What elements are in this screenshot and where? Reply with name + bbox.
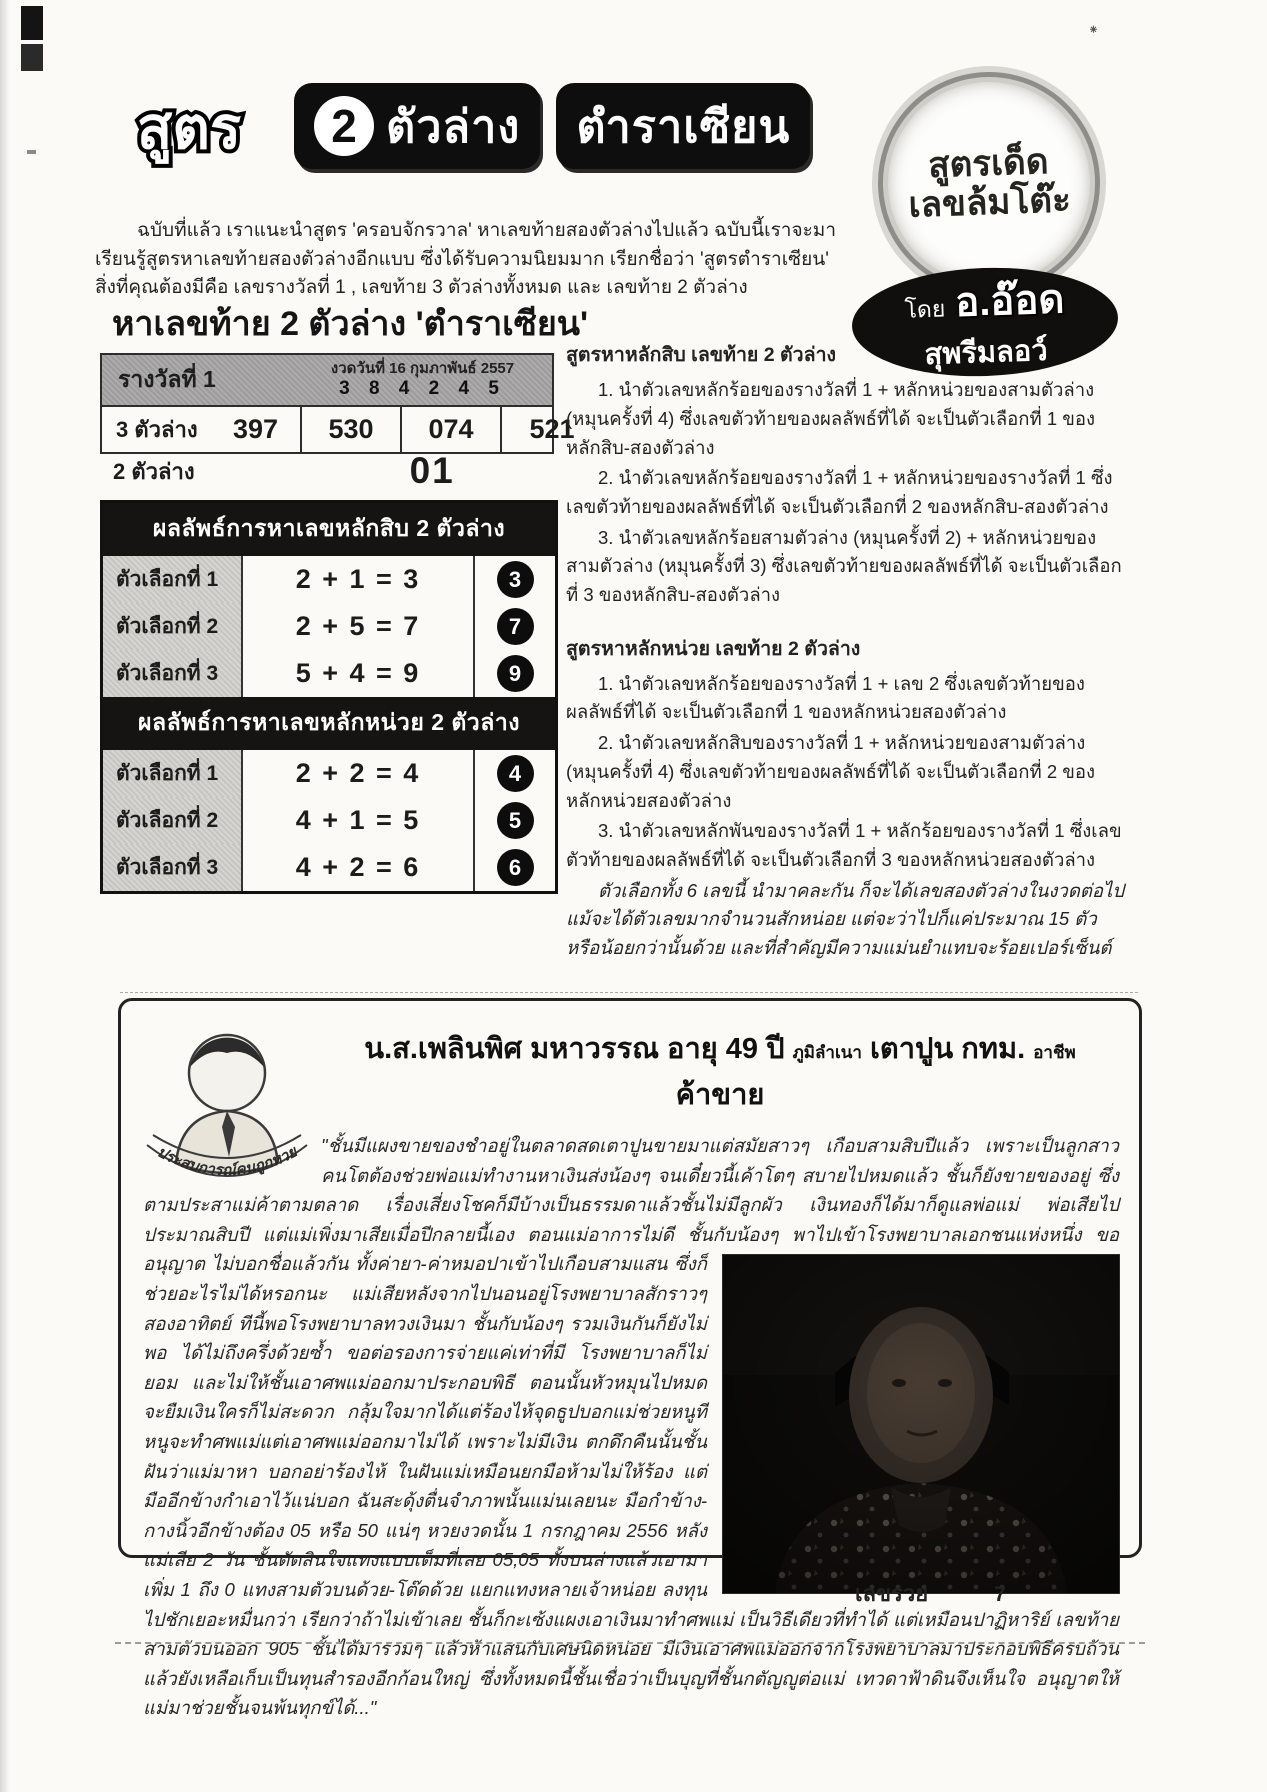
prize-table-header (102, 355, 552, 407)
three-digit-value: 530 (302, 407, 402, 452)
option-label: ตัวเลือกที่ 2 (103, 603, 243, 650)
title-word-tua-lang: ตัวล่าง (386, 101, 521, 152)
option-label: ตัวเลือกที่ 3 (103, 650, 243, 697)
testimonial-header (293, 1025, 1119, 1117)
units-formula-step: 1. นำตัวเลขหลักร้อยของรางวัลที่ 1 + เลข 2 ซึ่งเลขตัวท้ายของผลลัพธ์ที่ได้ จะเป็นตัวเลือกที่ 1 ของหลักหน่วยสองตัวล่าง (566, 672, 1085, 723)
three-digit-value: 074 (402, 407, 502, 452)
title-word-sut: สูตร (136, 96, 242, 161)
person-icon (143, 1017, 311, 1189)
option-label: ตัวเลือกที่ 1 (103, 556, 243, 603)
author-name-2: สุพรีมลอว์ (924, 334, 1049, 372)
tens-formula-step: 2. นำตัวเลขหลักร้อยของรางวัลที่ 1 + หลักหน่วยของรางวัลที่ 1 ซึ่งเลขตัวท้ายของผลลัพธ์ที่ได้ จะเป็นตัวเลือกที่ 2 ของหลักสิบ-สองตัวล่าง (566, 467, 1113, 517)
tens-formula-step: 3. นำตัวเลขหลักร้อยสามตัวล่าง (หมุนครั้งที่ 2) + หลักหน่วยของสามตัวล่าง (หมุนครั้งที่ 3) ซึ่งเลขตัวท้ายของผลลัพธ์ที่ได้ จะเป็นตัวเลือกที่ 3 ของหลักสิบ-สองตัวล่าง (566, 526, 1122, 605)
option-equation: 5 + 4 = 9 (243, 650, 475, 697)
author-name: อ.อ๊อด (954, 277, 1065, 326)
print-registration-mark (21, 6, 43, 40)
winner-experience-badge (143, 1017, 311, 1185)
option-equation: 2 + 2 = 4 (243, 750, 475, 797)
units-result-header: ผลลัพธ์การหาเลขหลักหน่วย 2 ตัวล่าง (103, 697, 555, 750)
option-label: ตัวเลือกที่ 1 (103, 750, 243, 797)
round-stamp (874, 68, 1104, 298)
scan-dashed-line (120, 992, 1138, 993)
hometown-label: ภูมิลำเนา (792, 1043, 862, 1062)
option-equation: 2 + 5 = 7 (243, 603, 475, 650)
tens-formula-heading: สูตรหาหลักสิบ เลขท้าย 2 ตัวล่าง (566, 344, 837, 366)
page-number: 7 (994, 1583, 1006, 1606)
result-digit-badge: 6 (497, 849, 534, 886)
units-result-row (103, 797, 555, 844)
tens-result-row (103, 556, 555, 603)
magazine-name: เลขรวย (855, 1581, 929, 1606)
hometown-value: เตาปูน กทม. (869, 1033, 1026, 1065)
three-digit-value: 521 (529, 414, 575, 444)
two-digit-row (113, 450, 543, 492)
option-label: ตัวเลือกที่ 2 (103, 797, 243, 844)
results-box (100, 500, 558, 894)
print-smudge (27, 150, 36, 154)
title-pill-two-lower (294, 83, 540, 169)
author-by-prefix: โดย (904, 295, 946, 323)
section-heading: หาเลขท้าย 2 ตัวล่าง 'ตำราเซียน' (112, 305, 589, 343)
units-formula-heading: สูตรหาหลักหน่วย เลขท้าย 2 ตัวล่าง (566, 637, 861, 660)
winner-photo-art (723, 1255, 1119, 1593)
badge-arc-text: ประสบการณ์คนถูกหวย (154, 1143, 300, 1180)
scan-dashed-line (115, 1642, 1145, 1644)
tens-formula-step: 1. นำตัวเลขหลักร้อยของรางวัลที่ 1 + หลักหน่วยของสามตัวล่าง (หมุนครั้งที่ 4) ซึ่งเลขตัวท้ายของผลลัพธ์ที่ได้ จะเป็นตัวเลือกที่ 1 ของหลักสิบ-สองตัวล่าง (566, 379, 1096, 458)
option-equation: 4 + 1 = 5 (243, 797, 475, 844)
result-digit-badge: 7 (497, 608, 534, 645)
draw-info (293, 360, 552, 399)
formula-column (566, 340, 1126, 981)
tens-result-header: ผลลัพธ์การหาเลขหลักสิบ 2 ตัวล่าง (103, 503, 555, 556)
units-result-row (103, 750, 555, 797)
three-digit-label: 3 ตัวล่าง (116, 417, 198, 442)
quote-part-1: "ชั้นมีแผงขายของชำอยู่ในตลาดสดเตาปูนขายมาแต่สมัยสาวๆ เกือบสามสิบปีแล้ว เพราะเป็นลูกสาวคนโตต้องช่วยพ่อแม่ทำงานหาเงินส่งน้องๆ จนเดี๋ยวนี้เค้าโตๆ สบายไปหมดแล้ว ชั้นก็ยังขายของอยู่ ซึ่งตามประสาแม่ค้าตามตลาด เรื่องเสี่ยงโชคก็มีบ้างเป็นธรรมดาแล้วชั้นไม่มีลูกผัว เงินทองก็ได้มาก็ดูแลพ่อแม่ พ่อเสียไปประมาณสิบปี แต่แม่เพิ่งมาเสียเมื่อปีกลายนี้เอง ตอนแม่อาการไม่ดี ชั้นกับน้องๆ พาไปเข้าโรงพยาบาลเอกชนแห่งหนึ่ง ขออนุญาต (143, 1135, 1119, 1275)
first-prize-label: รางวัลที่ 1 (118, 366, 216, 392)
title-pill-tamra-sian (556, 83, 810, 169)
option-equation: 2 + 1 = 3 (243, 556, 475, 603)
tens-result-row (103, 650, 555, 697)
prize-table (100, 353, 575, 454)
intro-paragraph: ฉบับที่แล้ว เราแนะนำสูตร 'ครอบจักรวาล' หาเลขท้ายสองตัวล่างไปแล้ว ฉบับนี้เราจะมาเรียนรู้สูตรหาเลขท้ายสองตัวล่างอีกแบบ ซึ่งได้รับความนิยมมาก เรียกชื่อว่า 'สูตรตำราเซียน' สิ่งที่คุณต้องมีคือ เลขรางวัลที่ 1 , เลขท้าย 3 ตัวล่างทั้งหมด และ เลขท้าย 2 ตัวล่าง (95, 220, 836, 298)
winner-photo (723, 1255, 1119, 1593)
units-formula-step: 2. นำตัวเลขหลักสิบของรางวัลที่ 1 + หลักหน่วยของสามตัวล่าง (หมุนครั้งที่ 4) ซึ่งเลขตัวท้ายของผลลัพธ์ที่ได้ จะเป็นตัวเลือกที่ 2 ของหลักหน่วยสองตัวล่าง (566, 732, 1096, 811)
occupation-value: ค้าขาย (675, 1079, 765, 1111)
title-word-tamra-sian: ตำราเซียน (576, 101, 791, 152)
draw-date: งวดวันที่ 16 กุมภาพันธ์ 2557 (330, 360, 515, 378)
tens-result-row (103, 603, 555, 650)
result-digit-badge: 5 (497, 802, 534, 839)
title-banner (100, 78, 810, 174)
occupation-label: อาชีพ (1033, 1043, 1076, 1062)
formula-closing-note: ตัวเลือกทั้ง 6 เลขนี้ นำมาคละกัน ก็จะได้เลขสองตัวล่างในงวดต่อไป แม้จะได้ตัวเลขมากจำนวนสักหน่อย แต่จะว่าไปก็แค่ประมาณ 15 ตัว หรือน้อยกว่านั้นด้วย และที่สำคัญมีความแม่นยำแทบจะร้อยเปอร์เซ็นต์ (566, 879, 1125, 958)
print-registration-mark (21, 44, 43, 71)
option-equation: 4 + 2 = 6 (243, 844, 475, 891)
option-label: ตัวเลือกที่ 3 (103, 844, 243, 891)
first-prize-number: 3 8 4 2 4 5 (339, 377, 506, 399)
stamp-line-2: เลขล้มโต๊ะ (907, 180, 1072, 225)
outlined-title-word (100, 78, 278, 174)
three-digit-row (102, 407, 575, 452)
three-digit-first-cell (102, 407, 302, 452)
three-digit-value: 397 (232, 414, 278, 444)
result-digit-badge: 3 (497, 561, 534, 598)
result-digit-badge: 9 (497, 655, 534, 692)
testimonial-quote (143, 1131, 1119, 1723)
units-formula-step: 3. นำตัวเลขหลักพันของรางวัลที่ 1 + หลักร้อยของรางวัลที่ 1 ซึ่งเลขตัวท้ายของผลลัพธ์ที่ได้ จะเป็นตัวเลือกที่ 3 ของหลักหน่วยสองตัวล่าง (566, 820, 1122, 870)
two-digit-value: 01 (409, 450, 455, 491)
corner-ink-mark: ⁕ (1088, 22, 1101, 37)
quote-part-2: ไม่บอกชื่อแล้วกัน ทั้งค่ายา-ค่าหมอปาเข้าไปเกือบสามแสน ซึ่งก็ช่วยอะไรไม่ได้หรอกนะ แม่เสียหลังจากไปนอนอยู่โรงพยาบาลสักราวๆ สองอาทิตย์ ทีนี้พอโรงพยาบาลทวงเงินมา ชั้นกับน้องๆ รวมเงินกันก็ยังไม่พอ ได้ไม่ถึงครึ่งด้วยซ้ำ ขอต่อรองการจ่ายแค่เท่าที่มี โรงพยาบาลก็ไม่ยอม และไม่ให้ชั้นเอาศพแม่ออกมาประกอบพิธี ตอนนั้นหัวหมุนไปหมด จะยืมเงินใครก็ไม่สะดวก กลุ้มใจมากได้แต่ร้องไห้จุดธูปบอกแม่ช่วยหนูที หนูจะทำศพแม่แต่เอาศพแม่ออกมาไม่ได้ เพราะไม่มีเงิน ตกดึกคืนนั้นชั้นฝันว่าแม่มาหา บอกอย่าร้องไห้ ในฝันแม่เหมือนยกมือห้ามไม่ให้ร้อง แต่มืออีกข้างกำเอาไว้แน่บอก ฉันสะดุ้งตื่นจำภาพนั้นแม่นเลยนะ มือกำข้าง-กางนิ้วอีกข้างต้อง 05 หรือ 50 แน่ๆ หวยงวดนั้น 1 กรกฎาคม 2556 หลังแม่เสีย 2 วัน ชั้นตัดสินใจแทงแบบเต็มที่เลย 05,05 ทั้งบนล่างแล้วเอามาเพิ่ม 1 ถึง 0 แทงสามตัวบนด้วย-โต๊ดด้วย แยกแทงหลายเจ้าหน่อย ลงทุนไปชักเยอะหมื่นกว่า เรียกว่าถ้าไม่เข้าเลย ชั้นก็กะเซ้งแผงเอาเงินมาทำศพแม่ เป็นวิธีเดียวที่ทำได้ แต่เหมือนปาฏิหาริย์ เลขท้ายสามตัวบนออก 905 ชั้นได้มารวมๆ แล้วห้าแสนกับเศษนิดหน่อย มีเงินเอาศพแม่ออกจากโรงพยาบาลมาประกอบพิธีครบถ้วน แล้วยังเหลือเก็บเป็นทุนสำรองอีกก้อนใหญ่ ซึ่งทั้งหมดนี้ชั้นเชื่อว่าเป็นบุญที่ชั้นกตัญญูต่อแม่ เทวดาฟ้าดินจึงเห็นใจ อนุญาตให้แม่มาช่วยชั้นจนพ้นทุกข์ได้..." (143, 1253, 1119, 1719)
winner-name-age: น.ส.เพลินพิศ มหาวรรณ อายุ 49 ปี (364, 1033, 785, 1065)
title-number-circle: 2 (314, 96, 374, 156)
stamp-line-1: สูตรเด็ด (927, 141, 1050, 185)
units-result-row (103, 844, 555, 891)
two-digit-label: 2 ตัวล่าง (113, 458, 195, 484)
page-footer (855, 1576, 1155, 1611)
result-digit-badge: 4 (497, 755, 534, 792)
